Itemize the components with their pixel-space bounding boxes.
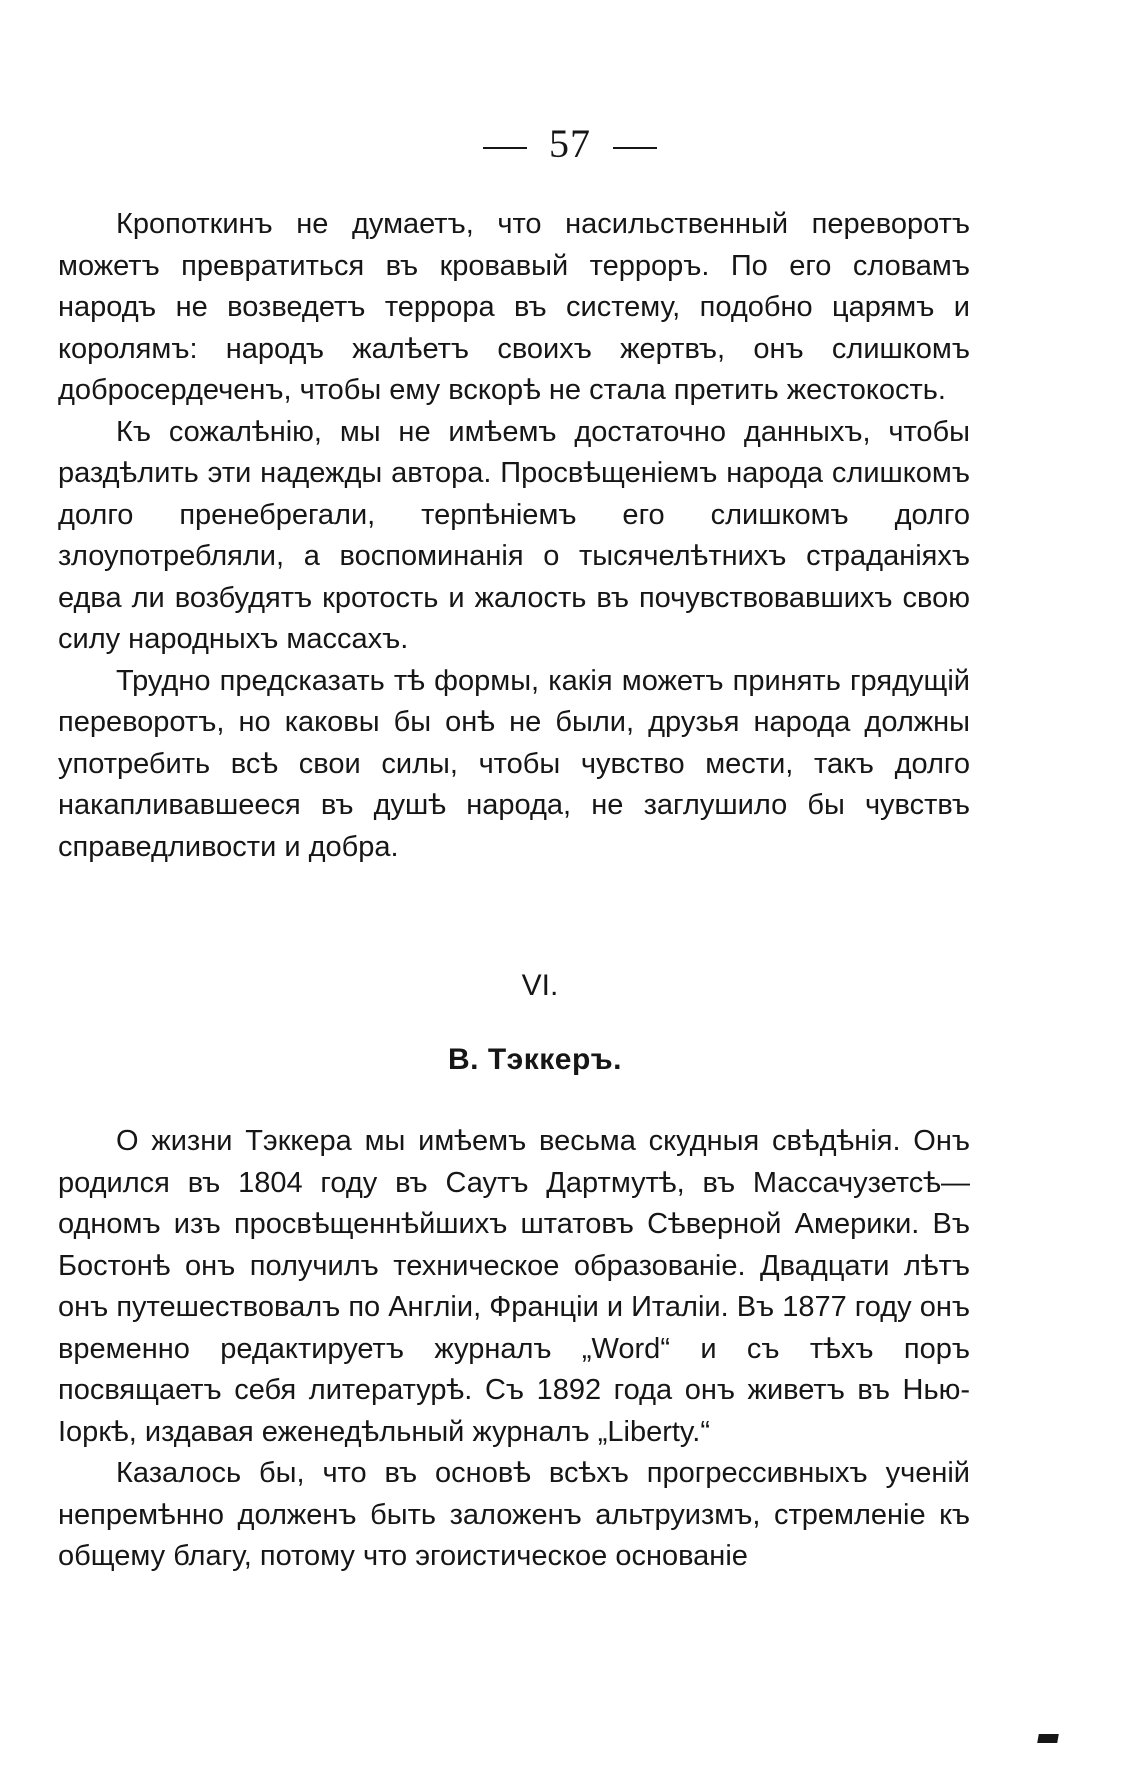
left-dash: [483, 147, 527, 149]
section-title: В. Тэккеръ.: [448, 1043, 622, 1076]
page-number-header: [0, 120, 1140, 168]
body-text-bottom: [58, 1121, 970, 1578]
paragraph: Казалось бы, что въ основѣ всѣхъ прогрессивныхъ ученій непремѣнно долженъ быть заложенъ альтруизмъ, стремленіе къ общему благу, потому что эгоистическое основаніе: [58, 1457, 970, 1572]
paragraph: Къ сожалѣнію, мы не имѣемъ достаточно данныхъ, чтобы раздѣлить эти надежды автора. Просвѣщеніемъ народа слишкомъ долго пренебрегали, терпѣніемъ его слишкомъ долго злоупотребляли, а воспоминанія о тысячелѣтнихъ страданіяхъ едва ли возбудятъ кротость и жалость въ почувствовавшихъ свою силу народныхъ массахъ.: [58, 415, 970, 655]
body-text-top: [58, 204, 970, 868]
page-number: 57: [549, 121, 591, 166]
right-dash: [613, 147, 657, 149]
paragraph: Кропоткинъ не думаетъ, что насильственный переворотъ можетъ превратиться въ кровавый терроръ. По его словамъ народъ не возведетъ террора въ систему, подобно царямъ и королямъ: народъ жалѣетъ своихъ жертвъ, онъ слишкомъ добросердеченъ, чтобы ему вскорѣ не стала претить жестокость.: [58, 208, 970, 406]
paragraph: Трудно предсказать тѣ формы, какія можетъ принять грядущій переворотъ, но каковы бы онѣ не были, друзья народа должны употребить всѣ свои силы, чтобы чувство мести, такъ долго накапливавшееся въ душѣ народа, не заглушило бы чувствъ справедливости и добра.: [58, 664, 970, 863]
section-number: VI.: [521, 969, 559, 1002]
margin-ink-mark: [1037, 1734, 1059, 1743]
paragraph: О жизни Тэккера мы имѣемъ весьма скудныя свѣдѣнія. Онъ родился въ 1804 году въ Саутъ Дартмутѣ, въ Массачузетсѣ—одномъ изъ просвѣщеннѣйшихъ штатовъ Сѣверной Америки. Въ Бостонѣ онъ получилъ техническое образованіе. Двадцати лѣтъ онъ путешествовалъ по Англіи, Франціи и Италіи. Въ 1877 году онъ временно редактируетъ журналъ „Word“ и съ тѣхъ поръ посвящаетъ себя литературѣ. Съ 1892 года онъ живетъ въ Нью-Іоркѣ, издавая еженедѣльный журналъ „Liberty.“: [58, 1125, 970, 1448]
